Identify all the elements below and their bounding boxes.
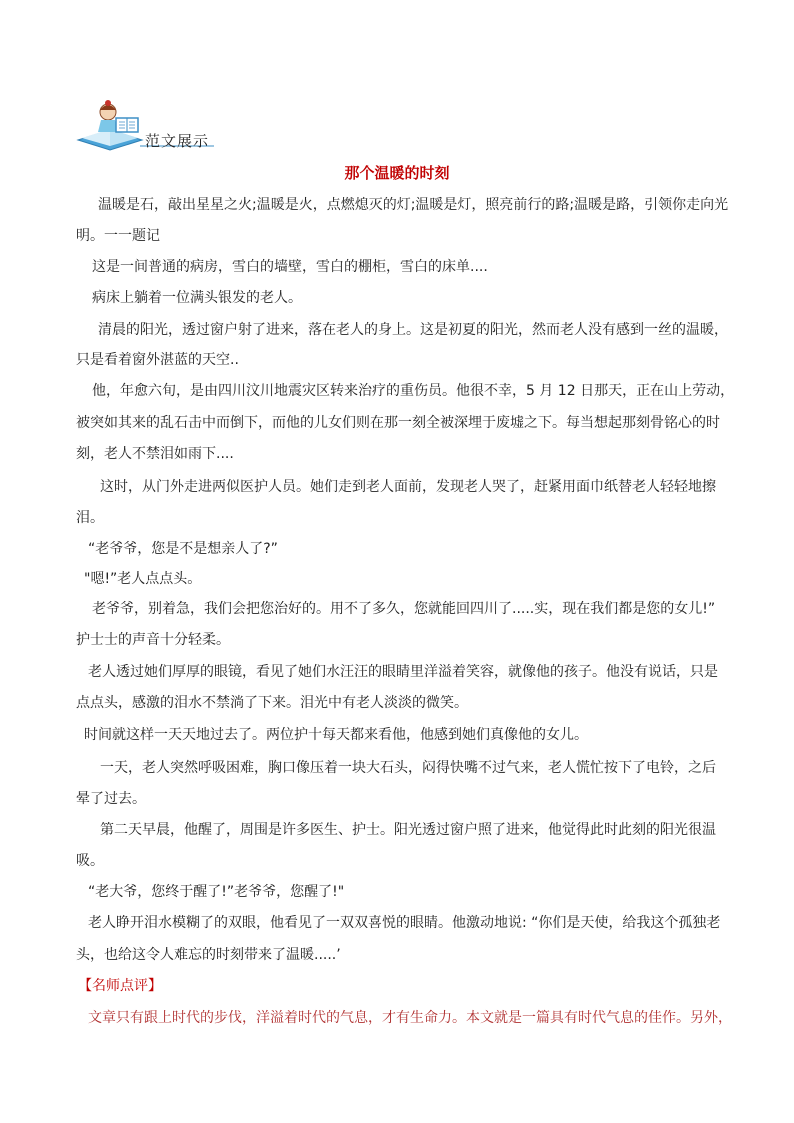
essay-line: 这时，从门外走进两似医护人员。她们走到老人面前，发现老人哭了，赶紧用面巾纸替老人轻轻地擦 — [100, 479, 716, 495]
essay-line: 泪。 — [76, 510, 104, 526]
essay-line: 老人睁开泪水模糊了的双眼，他看见了一双双喜悦的眼睛。他激动地说: “你们是天使，给我这个孤独老 — [88, 915, 721, 931]
essay-line: 这是一间普通的病房，雪白的墙壁，雪白的棚柜，雪白的床单.... — [92, 259, 488, 275]
essay-line: 头，也给这令人难忘的时刻带来了温暖.....’ — [76, 947, 341, 963]
essay-line: 他，年愈六旬，是由四川汶川地震灾区转来治疗的重伤员。他很不幸，5 月 12 日那天，正在山上劳动， — [92, 383, 735, 399]
essay-line: 刻，老人不禁泪如雨下.... — [76, 446, 234, 462]
essay-line: 点点头，感激的泪水不禁淌了下来。泪光中有老人淡淡的微笑。 — [76, 695, 468, 711]
essay-line: “老爷爷，您是不是想亲人了?” — [88, 541, 278, 557]
review-heading: 【名师点评】 — [78, 978, 162, 994]
essay-line: 只是看着窗外湛蓝的天空.. — [76, 352, 239, 368]
essay-line: 老爷爷，别着急，我们会把您治好的。用不了多久，您就能回四川了.....实，现在我们都是您的女儿!” — [92, 601, 716, 617]
essay-line: 第二天早晨，他醒了，周围是许多医生、护士。阳光透过窗户照了进来，他觉得此时此刻的阳光很温 — [100, 822, 716, 838]
essay-line: 老人透过她们厚厚的眼镜，看见了她们水汪汪的眼睛里洋溢着笑容，就像他的孩子。他没有说话，只是 — [88, 664, 718, 680]
essay-line: 时间就这样一天天地过去了。两位护十每天都来看他，他感到她们真像他的女儿。 — [84, 727, 588, 743]
essay-line: 明。一一题记 — [76, 228, 160, 244]
essay-line: 被突如其来的乱石击中而倒下，而他的儿女们则在那一刻全被深埋于废墟之下。每当想起那刻骨铭心的时 — [76, 415, 720, 431]
essay-line: 护士士的声音十分轻柔。 — [76, 632, 230, 648]
essay-line: "嗯!”老人点点头。 — [84, 571, 202, 587]
essay-line: 清晨的阳光，透过窗户射了进来，落在老人的身上。这是初夏的阳光，然而老人没有感到一丝的温暖， — [98, 322, 728, 338]
essay-title: 那个温暖的时刻 — [344, 164, 450, 182]
section-label: 范文展示 — [145, 132, 210, 150]
essay-line: 温暖是石，敲出星星之火;温暖是火，点燃熄灭的灯;温暖是灯，照亮前行的路;温暖是路，引领你走向光 — [98, 197, 729, 213]
review-text: 文章只有跟上时代的步伐，洋溢着时代的气息，才有生命力。本文就是一篇具有时代气息的佳作。另外， — [88, 1010, 732, 1026]
essay-line: 一天，老人突然呼吸困难，胸口像压着一块大石头，闷得快嘴不过气来，老人慌忙按下了电铃，之后 — [100, 760, 716, 776]
essay-line: 吸。 — [76, 853, 104, 869]
essay-line: “老大爷，您终于醒了!”老爷爷，您醒了!" — [88, 884, 345, 900]
essay-line: 病床上躺着一位满头银发的老人。 — [92, 290, 302, 306]
essay-line: 晕了过去。 — [76, 791, 146, 807]
